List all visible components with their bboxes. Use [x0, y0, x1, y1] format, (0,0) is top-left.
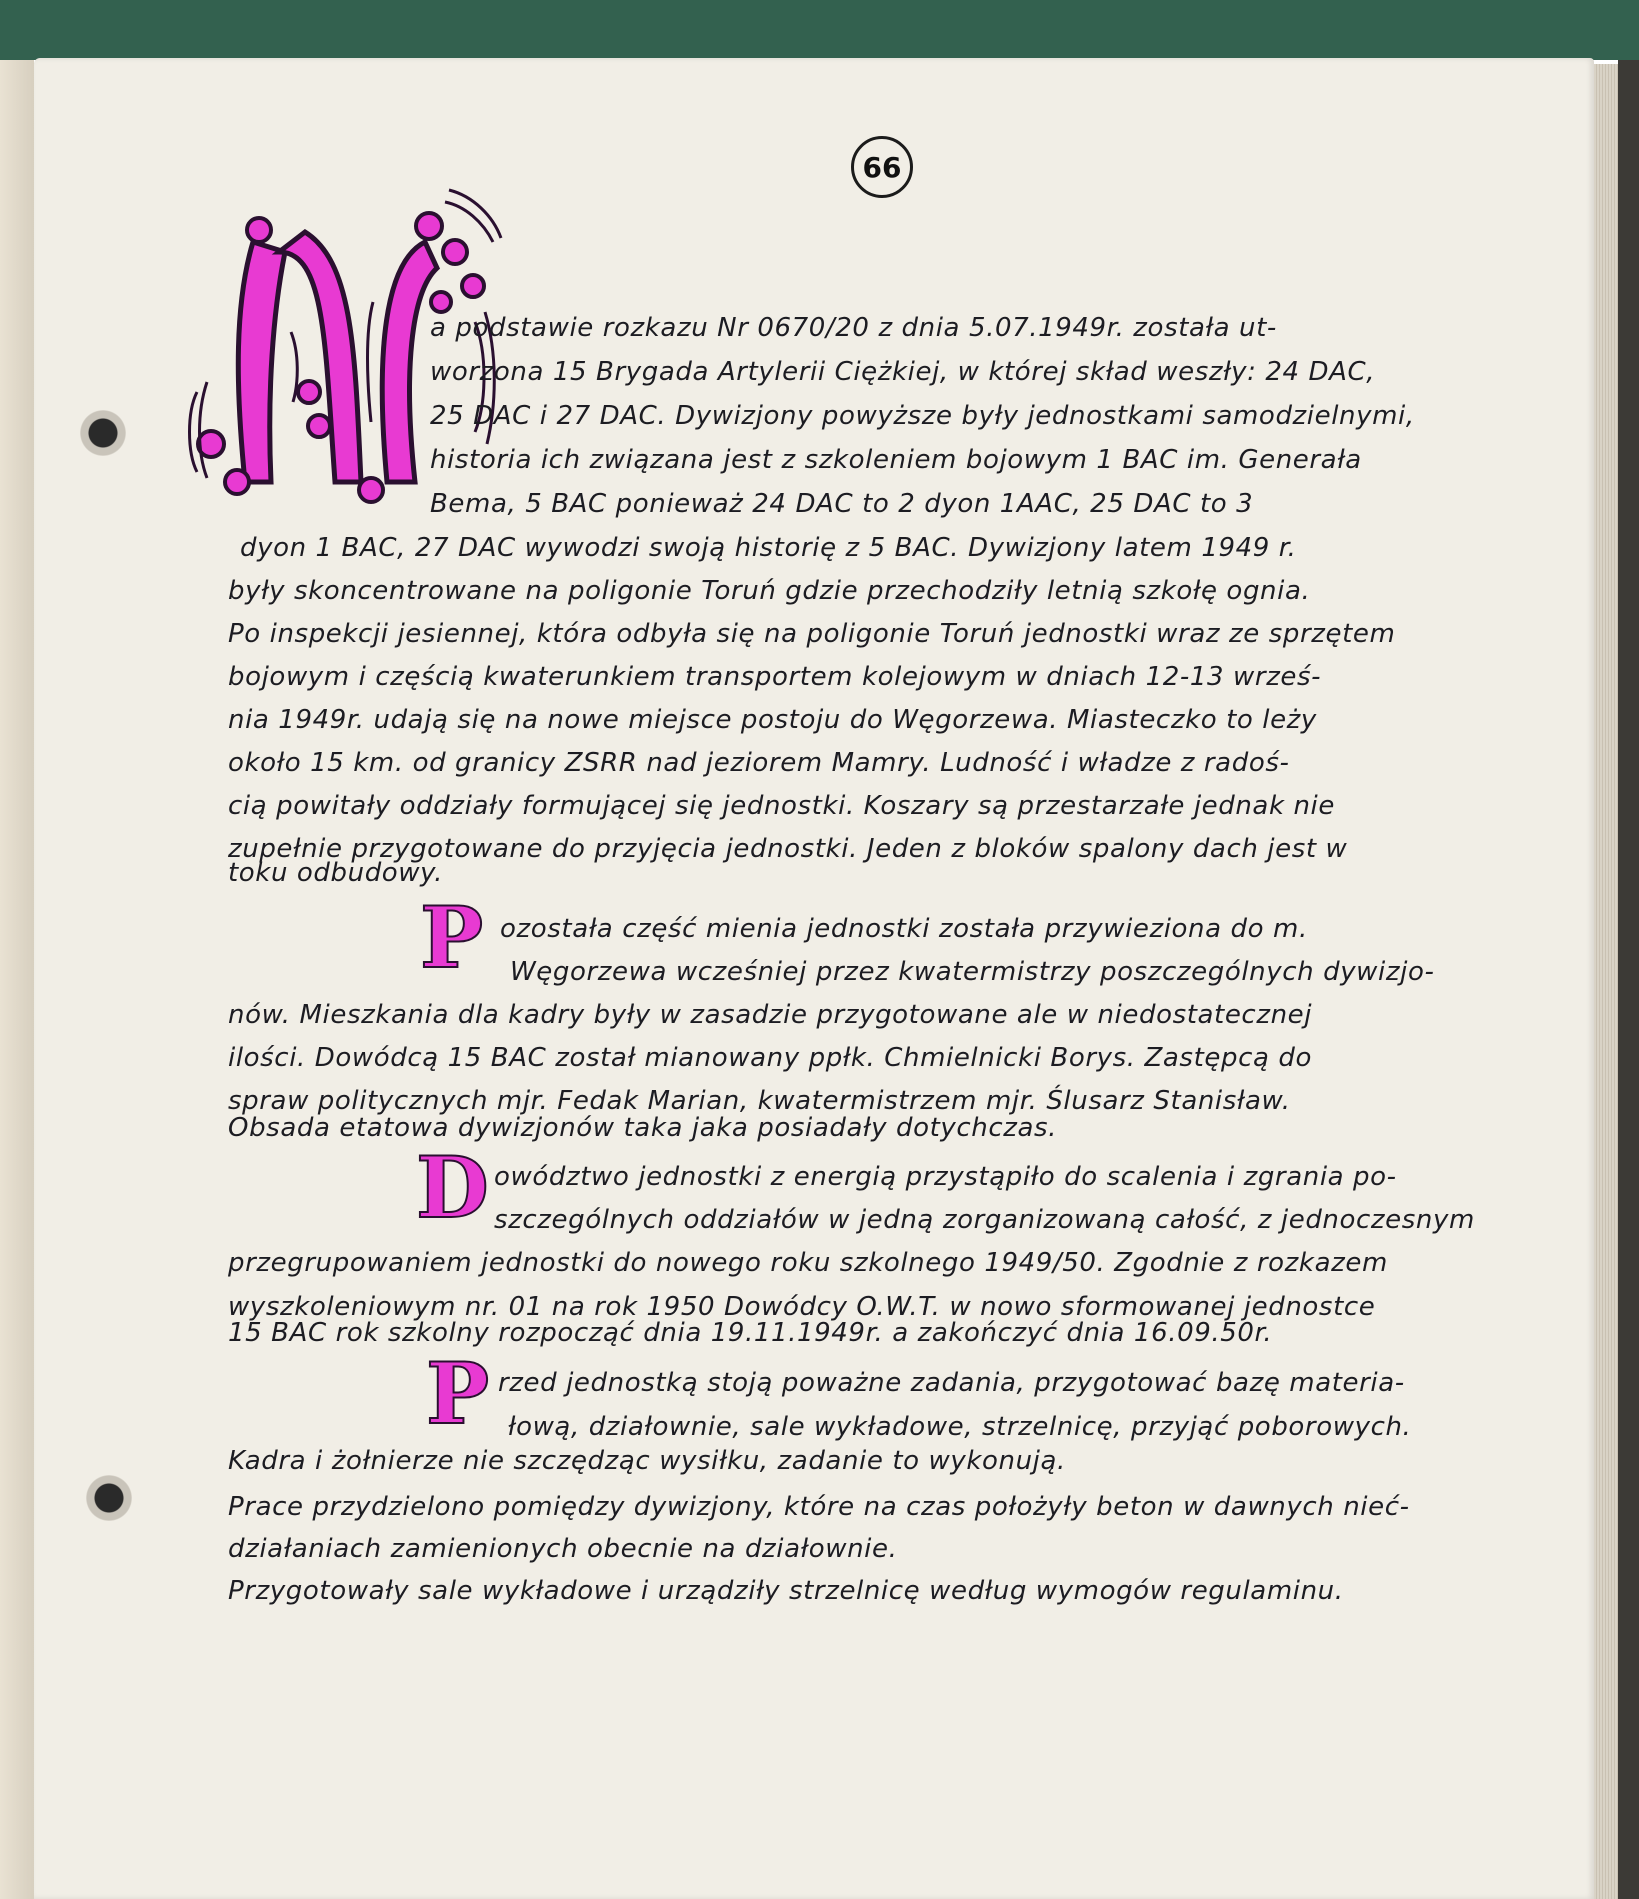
- paragraph-2-line-2: Węgorzewa wcześniej przez kwatermistrzy poszczególnych dywizjo-: [510, 957, 1435, 987]
- paragraph-1-line-9: bojowym i częścią kwaterunkiem transportem kolejowym w dniach 12-13 wrześ-: [228, 662, 1322, 692]
- drop-cap-d: D: [416, 1138, 489, 1237]
- paragraph-2-line-3: nów. Mieszkania dla kadry były w zasadzie przygotowane ale w niedostatecznej: [228, 1000, 1313, 1030]
- binding-edge: [1618, 60, 1639, 1899]
- paragraph-4-line-2: łową, działownie, sale wykładowe, strzelnicę, przyjąć poborowych.: [508, 1412, 1412, 1442]
- paragraph-2-line-6: Obsada etatowa dywizjonów taka jaka posiadały dotychczas.: [228, 1113, 1058, 1143]
- paragraph-1-line-3: 25 DAC i 27 DAC. Dywizjony powyższe były jednostkami samodzielnymi,: [430, 401, 1415, 431]
- paragraph-2-line-4: ilości. Dowódcą 15 BAC został mianowany ppłk. Chmielnicki Borys. Zastępcą do: [228, 1043, 1312, 1073]
- book-cover-edge: [0, 0, 1639, 60]
- punch-hole-top: [80, 410, 126, 456]
- paragraph-1-line-7: były skoncentrowane na poligonie Toruń gdzie przechodziły letnią szkołę ognia.: [228, 576, 1311, 606]
- left-page-edge: [0, 60, 34, 1899]
- paragraph-3-line-5: 15 BAC rok szkolny rozpocząć dnia 19.11.1949r. a zakończyć dnia 16.09.50r.: [228, 1318, 1273, 1348]
- paragraph-1-line-4: historia ich związana jest z szkoleniem bojowym 1 BAC im. Generała: [430, 445, 1362, 475]
- paragraph-3-line-3: przegrupowaniem jednostki do nowego roku szkolnego 1949/50. Zgodnie z rozkazem: [228, 1248, 1388, 1278]
- paragraph-1-line-8: Po inspekcji jesiennej, która odbyła się na poligonie Toruń jednostki wraz ze sprzętem: [228, 619, 1396, 649]
- paragraph-4-line-6: Przygotowały sale wykładowe i urządziły strzelnicę według wymogów regulaminu.: [228, 1576, 1344, 1606]
- paragraph-4-line-3: Kadra i żołnierze nie szczędząc wysiłku, zadanie to wykonują.: [228, 1446, 1066, 1476]
- paragraph-4-line-1: rzed jednostką stoją poważne zadania, przygotować bazę materia-: [498, 1368, 1405, 1398]
- paragraph-3-line-4: wyszkoleniowym nr. 01 na rok 1950 Dowódcy O.W.T. w nowo sformowanej jednostce: [228, 1292, 1376, 1322]
- paragraph-1-line-1: a podstawie rozkazu Nr 0670/20 z dnia 5.07.1949r. została ut-: [430, 313, 1277, 343]
- paragraph-1-line-12: cią powitały oddziały formującej się jednostki. Koszary są przestarzałe jednak nie: [228, 791, 1335, 821]
- punch-hole-bottom: [86, 1475, 132, 1521]
- paragraph-1-line-6: dyon 1 BAC, 27 DAC wywodzi swoją historię z 5 BAC. Dywizjony latem 1949 r.: [240, 533, 1297, 563]
- drop-cap-p-2: P: [426, 1344, 490, 1443]
- paragraph-2-line-5: spraw politycznych mjr. Fedak Marian, kwatermistrzem mjr. Ślusarz Stanisław.: [228, 1086, 1291, 1116]
- paragraph-1-line-2: worzona 15 Brygada Artylerii Ciężkiej, w której skład weszły: 24 DAC,: [430, 357, 1376, 387]
- paragraph-4-line-4: Prace przydzielono pomiędzy dywizjony, które na czas położyły beton w dawnych nieć-: [228, 1492, 1410, 1522]
- paragraph-4-line-5: działaniach zamienionych obecnie na działownie.: [228, 1534, 898, 1564]
- paragraph-3-line-1: owództwo jednostki z energią przystąpiło do scalenia i zgrania po-: [494, 1162, 1397, 1192]
- paragraph-1-line-11: około 15 km. od granicy ZSRR nad jeziorem Mamry. Ludność i władze z radoś-: [228, 748, 1290, 778]
- paragraph-3-line-2: szczególnych oddziałów w jedną zorganizowaną całość, z jednoczesnym: [494, 1205, 1475, 1235]
- paragraph-1-line-5: Bema, 5 BAC ponieważ 24 DAC to 2 dyon 1AAC, 25 DAC to 3: [430, 489, 1254, 519]
- paragraph-1-line-13: zupełnie przygotowane do przyjęcia jednostki. Jeden z bloków spalony dach jest w: [228, 834, 1348, 864]
- page-number: 66: [851, 136, 913, 198]
- drop-cap-p-1: P: [420, 888, 484, 987]
- paragraph-1-line-14: toku odbudowy.: [228, 858, 444, 888]
- paragraph-1-line-10: nia 1949r. udają się na nowe miejsce postoju do Węgorzewa. Miasteczko to leży: [228, 705, 1317, 735]
- paragraph-2-line-1: ozostała część mienia jednostki została przywieziona do m.: [500, 914, 1308, 944]
